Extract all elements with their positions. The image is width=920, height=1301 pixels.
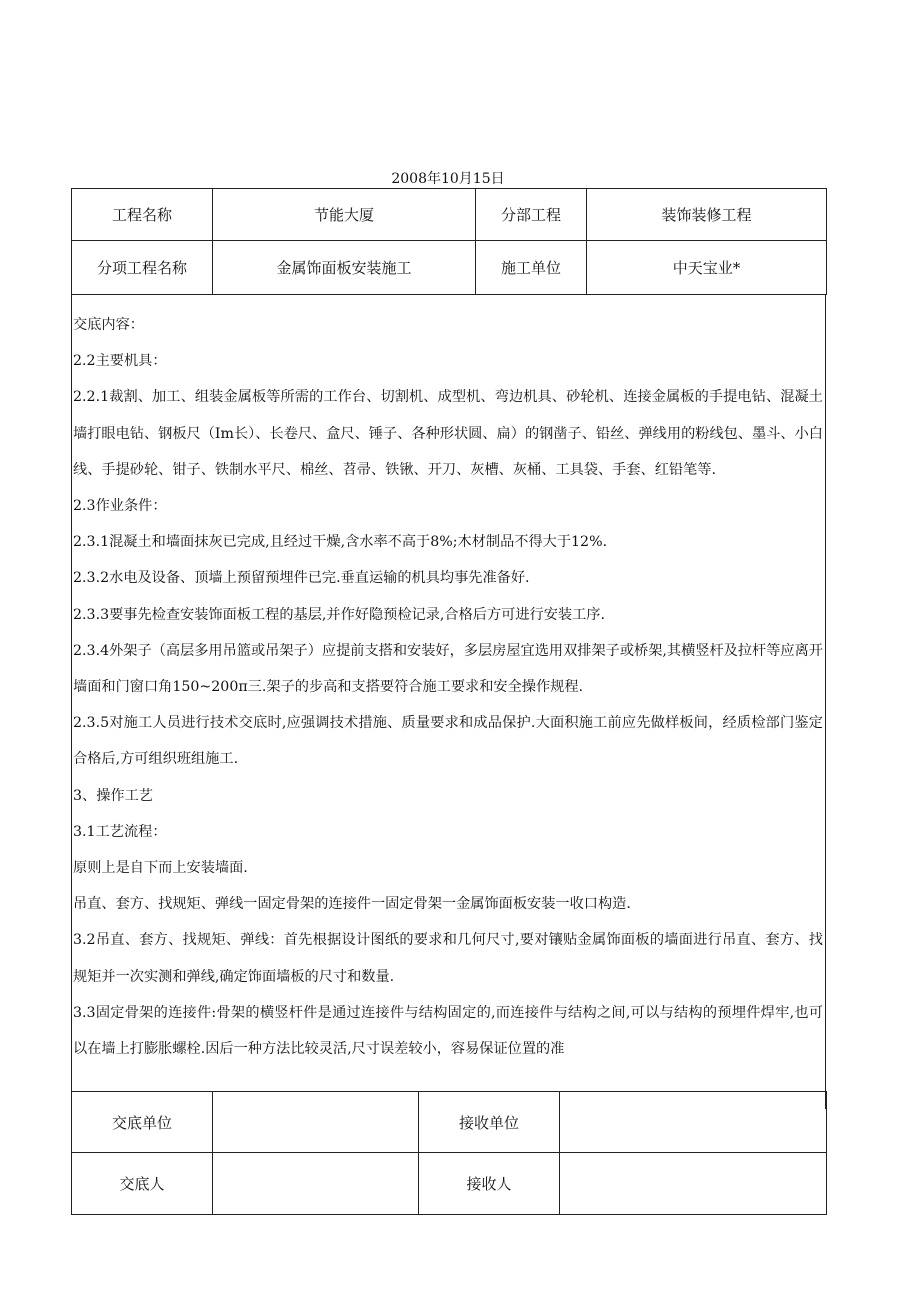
content-paragraph: 原则上是自下而上安装墙面. — [73, 860, 248, 877]
content-paragraph: 2.2主要机具： — [73, 353, 167, 370]
document-date: 2008年10月15日 — [391, 171, 505, 187]
content-paragraph: 2.3.2水电及设备、顶墙上预留预埋件已完.垂直运输的机具均事先准备好. — [73, 570, 530, 587]
handover-person-label: 交底人 — [72, 1153, 213, 1215]
content-paragraph: 3.3固定骨架的连接件:骨架的横竖杆件是通过连接件与结构固定的,而连接件与结构之间,可以与结构的预埋件焊牢,也可以在墙上打膨胀螺栓.因后一种方法比较灵活,尺寸误差较小，容易保证位置的准 — [73, 1004, 823, 1058]
signature-table — [71, 1091, 827, 1215]
content-paragraph: 2.3.3要事先检查安装饰面板工程的基层,并作好隐预检记录,合格后方可进行安装工序. — [73, 606, 606, 623]
content-paragraph: 2.3.4外架子（高层多用吊篮或吊架子）应提前支搭和安装好，多层房屋宜选用双排架子或桥架,其横竖杆及拉杆等应离开墙面和门窗口角150~200π三.架子的步高和支搭要符合施工要求和安全操作规程. — [73, 642, 823, 696]
project-info-table — [71, 188, 827, 295]
content-paragraph: 3、操作工艺 — [73, 787, 153, 804]
subitem-value: 金属饰面板安装施工 — [213, 241, 476, 295]
project-info-row — [72, 189, 827, 241]
content-paragraph: 2.3作业条件： — [73, 498, 167, 515]
handover-unit-label: 交底单位 — [72, 1092, 213, 1153]
receiver-label: 接收人 — [419, 1153, 560, 1215]
content-paragraph: 2.3.5对施工人员进行技术交底时,应强调技术措施、质量要求和成品保护.大面积施工前应先做样板间，经质检部门鉴定合格后,方可组织班组施工. — [73, 715, 823, 768]
contractor-label: 施工单位 — [476, 241, 587, 295]
contractor-value: 中天宝业* — [587, 241, 827, 295]
division-label: 分部工程 — [476, 189, 587, 241]
handover-content — [71, 295, 826, 1109]
division-value: 装饰装修工程 — [587, 189, 827, 241]
unit-row — [72, 1092, 827, 1153]
subitem-info-row — [72, 241, 827, 295]
subitem-label: 分项工程名称 — [72, 241, 213, 295]
receiving-unit-label: 接收单位 — [419, 1092, 560, 1153]
content-paragraph: 2.2.1裁割、加工、组装金属板等所需的工作台、切割机、成型机、弯边机具、砂轮机、连接金属板的手提电钻、混凝土墙打眼电钻、钢板尺（Im长）、长卷尺、盒尺、锤子、各种形状圆、扁）的钢凿子、铅丝、弹线用的粉线包、墨斗、小白线、手提砂轮、钳子、铁制水平尺、棉丝、苕帚、铁锹、开刀、灰槽、灰桶、工具袋、手套、红铅笔等. — [73, 389, 823, 478]
handover-unit-value — [213, 1092, 419, 1153]
content-paragraph: 3.1工艺流程： — [73, 823, 167, 840]
receiver-value — [560, 1153, 827, 1215]
project-name-value: 节能大厦 — [213, 189, 476, 241]
content-paragraph: 3.2吊直、套方、找规矩、弹线：首先根据设计图纸的要求和几何尺寸,要对镶贴金属饰面板的墙面进行吊直、套方、找规矩并一次实测和弹线,确定饰面墙板的尺寸和数量. — [73, 932, 823, 985]
person-row — [72, 1153, 827, 1215]
content-paragraph: 吊直、套方、找规矩、弹线一固定骨架的连接件一固定骨架一金属饰面板安装一收口构造. — [73, 896, 631, 913]
handover-person-value — [213, 1153, 419, 1215]
receiving-unit-value — [560, 1092, 827, 1153]
content-paragraph: 交底内容： — [73, 317, 144, 333]
project-name-label: 工程名称 — [72, 189, 213, 241]
content-paragraph: 2.3.1混凝土和墙面抹灰已完成,且经过干燥,含水率不高于8%;木材制品不得大于12%. — [73, 534, 608, 551]
